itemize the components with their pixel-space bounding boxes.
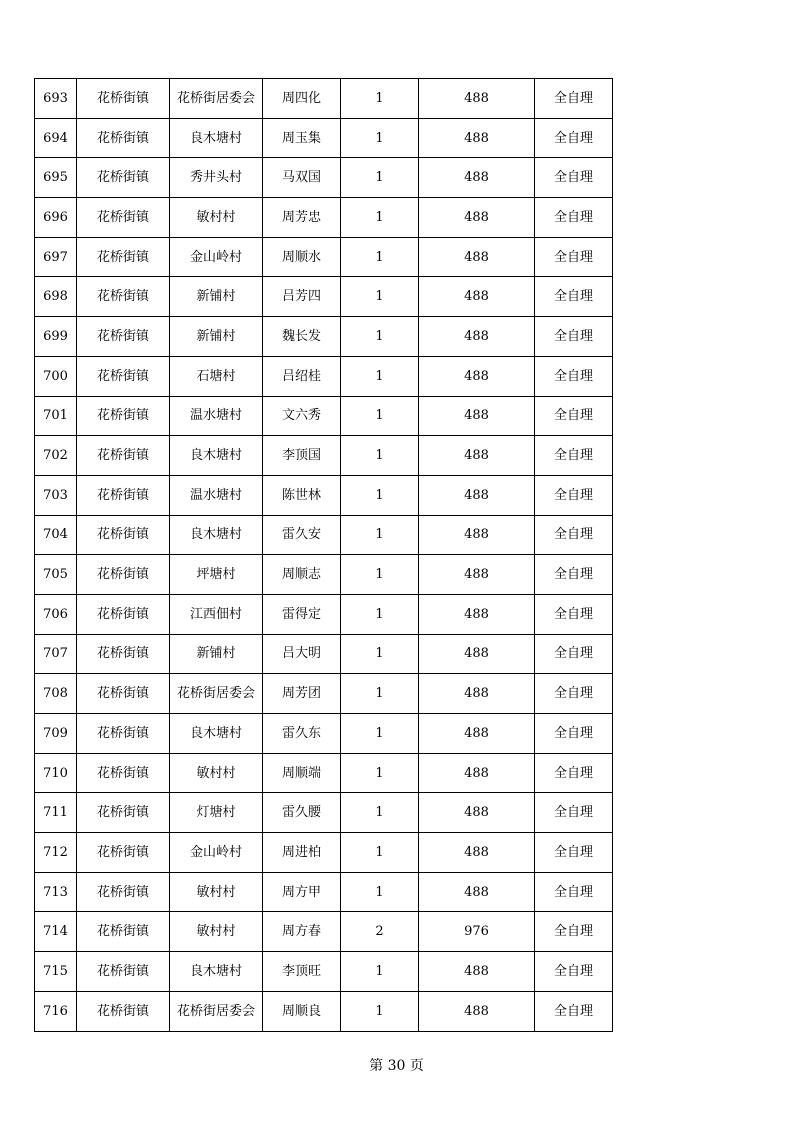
row-number-cell: 701 [35, 396, 77, 436]
town-cell: 花桥街镇 [77, 594, 170, 634]
amount-cell: 488 [419, 714, 535, 754]
amount-cell: 488 [419, 396, 535, 436]
village-cell: 温水塘村 [170, 396, 263, 436]
village-cell: 良木塘村 [170, 436, 263, 476]
name-cell: 周进柏 [263, 833, 341, 873]
town-cell: 花桥街镇 [77, 237, 170, 277]
row-number-cell: 694 [35, 118, 77, 158]
household-count-cell: 1 [341, 356, 419, 396]
table-row [35, 118, 613, 158]
household-count-cell: 1 [341, 158, 419, 198]
row-number-cell: 711 [35, 793, 77, 833]
care-type-cell: 全自理 [535, 118, 613, 158]
name-cell: 周顺水 [263, 237, 341, 277]
amount-cell: 488 [419, 515, 535, 555]
row-number-cell: 693 [35, 79, 77, 119]
name-cell: 雷久安 [263, 515, 341, 555]
village-cell: 敏村村 [170, 912, 263, 952]
name-cell: 周方春 [263, 912, 341, 952]
care-type-cell: 全自理 [535, 277, 613, 317]
name-cell: 李顶国 [263, 436, 341, 476]
amount-cell: 488 [419, 356, 535, 396]
household-count-cell: 1 [341, 634, 419, 674]
name-cell: 周芳忠 [263, 198, 341, 238]
amount-cell: 488 [419, 198, 535, 238]
table-row [35, 79, 613, 119]
amount-cell: 488 [419, 317, 535, 357]
care-type-cell: 全自理 [535, 991, 613, 1031]
amount-cell: 488 [419, 555, 535, 595]
town-cell: 花桥街镇 [77, 79, 170, 119]
table-row [35, 198, 613, 238]
town-cell: 花桥街镇 [77, 753, 170, 793]
row-number-cell: 698 [35, 277, 77, 317]
name-cell: 周方甲 [263, 872, 341, 912]
amount-cell: 488 [419, 158, 535, 198]
row-number-cell: 707 [35, 634, 77, 674]
care-type-cell: 全自理 [535, 396, 613, 436]
care-type-cell: 全自理 [535, 674, 613, 714]
row-number-cell: 699 [35, 317, 77, 357]
town-cell: 花桥街镇 [77, 317, 170, 357]
household-count-cell: 2 [341, 912, 419, 952]
amount-cell: 488 [419, 277, 535, 317]
name-cell: 周顺端 [263, 753, 341, 793]
table-row [35, 237, 613, 277]
village-cell: 花桥街居委会 [170, 79, 263, 119]
village-cell: 敏村村 [170, 753, 263, 793]
village-cell: 新铺村 [170, 634, 263, 674]
roster-table-body [35, 79, 613, 1032]
village-cell: 良木塘村 [170, 952, 263, 992]
town-cell: 花桥街镇 [77, 356, 170, 396]
care-type-cell: 全自理 [535, 952, 613, 992]
name-cell: 吕芳四 [263, 277, 341, 317]
town-cell: 花桥街镇 [77, 634, 170, 674]
village-cell: 良木塘村 [170, 118, 263, 158]
household-count-cell: 1 [341, 555, 419, 595]
care-type-cell: 全自理 [535, 515, 613, 555]
row-number-cell: 702 [35, 436, 77, 476]
row-number-cell: 716 [35, 991, 77, 1031]
amount-cell: 488 [419, 833, 535, 873]
household-count-cell: 1 [341, 198, 419, 238]
table-row [35, 753, 613, 793]
care-type-cell: 全自理 [535, 317, 613, 357]
name-cell: 周芳团 [263, 674, 341, 714]
amount-cell: 488 [419, 674, 535, 714]
town-cell: 花桥街镇 [77, 912, 170, 952]
town-cell: 花桥街镇 [77, 277, 170, 317]
name-cell: 周顺志 [263, 555, 341, 595]
row-number-cell: 710 [35, 753, 77, 793]
row-number-cell: 700 [35, 356, 77, 396]
household-count-cell: 1 [341, 674, 419, 714]
household-count-cell: 1 [341, 515, 419, 555]
name-cell: 周四化 [263, 79, 341, 119]
village-cell: 坪塘村 [170, 555, 263, 595]
table-row [35, 277, 613, 317]
village-cell: 花桥街居委会 [170, 991, 263, 1031]
care-type-cell: 全自理 [535, 475, 613, 515]
table-row [35, 515, 613, 555]
town-cell: 花桥街镇 [77, 714, 170, 754]
name-cell: 吕绍桂 [263, 356, 341, 396]
care-type-cell: 全自理 [535, 436, 613, 476]
table-row [35, 872, 613, 912]
name-cell: 雷久腰 [263, 793, 341, 833]
household-count-cell: 1 [341, 952, 419, 992]
care-type-cell: 全自理 [535, 356, 613, 396]
table-row [35, 714, 613, 754]
care-type-cell: 全自理 [535, 594, 613, 634]
row-number-cell: 709 [35, 714, 77, 754]
name-cell: 吕大明 [263, 634, 341, 674]
town-cell: 花桥街镇 [77, 515, 170, 555]
household-count-cell: 1 [341, 991, 419, 1031]
care-type-cell: 全自理 [535, 198, 613, 238]
village-cell: 花桥街居委会 [170, 674, 263, 714]
name-cell: 雷久东 [263, 714, 341, 754]
table-row [35, 317, 613, 357]
care-type-cell: 全自理 [535, 634, 613, 674]
amount-cell: 488 [419, 634, 535, 674]
household-count-cell: 1 [341, 594, 419, 634]
town-cell: 花桥街镇 [77, 555, 170, 595]
amount-cell: 488 [419, 793, 535, 833]
roster-table [34, 78, 613, 1032]
row-number-cell: 708 [35, 674, 77, 714]
care-type-cell: 全自理 [535, 237, 613, 277]
town-cell: 花桥街镇 [77, 991, 170, 1031]
table-row [35, 634, 613, 674]
row-number-cell: 695 [35, 158, 77, 198]
village-cell: 新铺村 [170, 317, 263, 357]
village-cell: 金山岭村 [170, 833, 263, 873]
table-row [35, 356, 613, 396]
care-type-cell: 全自理 [535, 872, 613, 912]
table-row [35, 436, 613, 476]
name-cell: 雷得定 [263, 594, 341, 634]
town-cell: 花桥街镇 [77, 833, 170, 873]
town-cell: 花桥街镇 [77, 436, 170, 476]
household-count-cell: 1 [341, 872, 419, 912]
name-cell: 李顶旺 [263, 952, 341, 992]
amount-cell: 488 [419, 118, 535, 158]
town-cell: 花桥街镇 [77, 793, 170, 833]
care-type-cell: 全自理 [535, 79, 613, 119]
row-number-cell: 715 [35, 952, 77, 992]
row-number-cell: 705 [35, 555, 77, 595]
amount-cell: 488 [419, 237, 535, 277]
household-count-cell: 1 [341, 317, 419, 357]
town-cell: 花桥街镇 [77, 198, 170, 238]
town-cell: 花桥街镇 [77, 674, 170, 714]
amount-cell: 976 [419, 912, 535, 952]
name-cell: 文六秀 [263, 396, 341, 436]
table-row [35, 793, 613, 833]
household-count-cell: 1 [341, 436, 419, 476]
village-cell: 敏村村 [170, 198, 263, 238]
table-row [35, 833, 613, 873]
amount-cell: 488 [419, 594, 535, 634]
table-row [35, 475, 613, 515]
household-count-cell: 1 [341, 475, 419, 515]
household-count-cell: 1 [341, 396, 419, 436]
row-number-cell: 703 [35, 475, 77, 515]
name-cell: 周顺良 [263, 991, 341, 1031]
household-count-cell: 1 [341, 714, 419, 754]
household-count-cell: 1 [341, 753, 419, 793]
table-row [35, 594, 613, 634]
village-cell: 良木塘村 [170, 714, 263, 754]
table-row [35, 158, 613, 198]
care-type-cell: 全自理 [535, 158, 613, 198]
table-row [35, 396, 613, 436]
amount-cell: 488 [419, 872, 535, 912]
town-cell: 花桥街镇 [77, 158, 170, 198]
household-count-cell: 1 [341, 79, 419, 119]
household-count-cell: 1 [341, 793, 419, 833]
amount-cell: 488 [419, 991, 535, 1031]
town-cell: 花桥街镇 [77, 872, 170, 912]
row-number-cell: 712 [35, 833, 77, 873]
row-number-cell: 713 [35, 872, 77, 912]
care-type-cell: 全自理 [535, 793, 613, 833]
row-number-cell: 696 [35, 198, 77, 238]
name-cell: 陈世林 [263, 475, 341, 515]
village-cell: 良木塘村 [170, 515, 263, 555]
table-row [35, 912, 613, 952]
household-count-cell: 1 [341, 237, 419, 277]
village-cell: 江西佃村 [170, 594, 263, 634]
amount-cell: 488 [419, 436, 535, 476]
town-cell: 花桥街镇 [77, 396, 170, 436]
village-cell: 敏村村 [170, 872, 263, 912]
village-cell: 灯塘村 [170, 793, 263, 833]
table-row [35, 991, 613, 1031]
care-type-cell: 全自理 [535, 912, 613, 952]
household-count-cell: 1 [341, 118, 419, 158]
row-number-cell: 714 [35, 912, 77, 952]
town-cell: 花桥街镇 [77, 118, 170, 158]
name-cell: 马双国 [263, 158, 341, 198]
care-type-cell: 全自理 [535, 753, 613, 793]
page-number-footer: 第 30 页 [369, 1058, 424, 1074]
village-cell: 石塘村 [170, 356, 263, 396]
town-cell: 花桥街镇 [77, 475, 170, 515]
name-cell: 魏长发 [263, 317, 341, 357]
amount-cell: 488 [419, 475, 535, 515]
village-cell: 金山岭村 [170, 237, 263, 277]
village-cell: 温水塘村 [170, 475, 263, 515]
care-type-cell: 全自理 [535, 555, 613, 595]
town-cell: 花桥街镇 [77, 952, 170, 992]
name-cell: 周玉集 [263, 118, 341, 158]
table-row [35, 674, 613, 714]
amount-cell: 488 [419, 79, 535, 119]
household-count-cell: 1 [341, 833, 419, 873]
amount-cell: 488 [419, 753, 535, 793]
household-count-cell: 1 [341, 277, 419, 317]
table-row [35, 952, 613, 992]
village-cell: 新铺村 [170, 277, 263, 317]
row-number-cell: 706 [35, 594, 77, 634]
care-type-cell: 全自理 [535, 833, 613, 873]
table-row [35, 555, 613, 595]
village-cell: 秀井头村 [170, 158, 263, 198]
row-number-cell: 704 [35, 515, 77, 555]
amount-cell: 488 [419, 952, 535, 992]
row-number-cell: 697 [35, 237, 77, 277]
care-type-cell: 全自理 [535, 714, 613, 754]
